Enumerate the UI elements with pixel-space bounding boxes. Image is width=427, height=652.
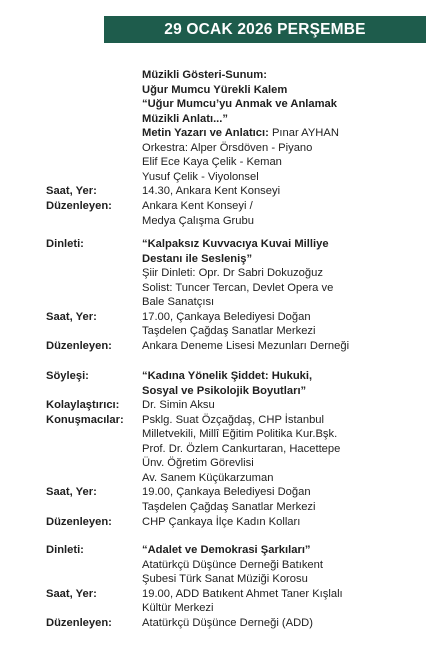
- event-row: [0, 281, 427, 295]
- field-value: Ankara Deneme Lisesi Mezunları Derneği: [142, 339, 350, 352]
- event-row: [0, 471, 427, 485]
- field-value: Milletvekili, Millî Eğitim Politika Kur.Bşk.: [142, 428, 338, 441]
- event-row: [0, 252, 427, 266]
- event-row: [0, 572, 427, 586]
- event-row: [0, 601, 427, 615]
- event-row: [0, 199, 427, 213]
- field-label: Söyleşi:: [46, 370, 89, 382]
- field-value: Şiir Dinleti: Opr. Dr Sabri Dokuzoğuz: [142, 267, 323, 280]
- event-row: [0, 339, 427, 353]
- field-value: Ankara Kent Konseyi /: [142, 200, 253, 212]
- field-value: Kültür Merkezi: [142, 602, 214, 615]
- field-value: Uğur Mumcu Yürekli Kalem: [142, 83, 288, 96]
- field-value: [142, 126, 339, 140]
- event-row: [0, 126, 427, 140]
- event-row: [0, 324, 427, 338]
- field-value: Ünv. Öğretim Görevlisi: [142, 457, 254, 470]
- field-value: Prof. Dr. Özlem Cankurtaran, Hacettepe: [142, 442, 341, 455]
- event-row: [0, 427, 427, 441]
- field-value: Atatürkçü Düşünce Derneği (ADD): [142, 616, 313, 629]
- field-value: “Uğur Mumcu’yu Anmak ve Anlamak: [142, 98, 337, 111]
- event-row: [0, 141, 427, 155]
- field-value: Bale Sanatçısı: [142, 296, 215, 309]
- field-label: Düzenleyen:: [46, 515, 112, 528]
- field-label: Saat, Yer:: [46, 587, 97, 600]
- field-value: Sosyal ve Psikolojik Boyutları”: [142, 384, 307, 397]
- field-label: Kolaylaştırıcı:: [46, 399, 120, 412]
- event-row: [0, 413, 427, 427]
- field-value: Şubesi Türk Sanat Müziği Korosu: [142, 573, 308, 586]
- event-row: [0, 485, 427, 499]
- field-label: Konuşmacılar:: [46, 413, 124, 426]
- field-value: Taşdelen Çağdaş Sanatlar Merkezi: [142, 325, 316, 338]
- event-row: [0, 384, 427, 398]
- event-row: [0, 616, 427, 630]
- event-row: [0, 266, 427, 280]
- field-label: Dinleti:: [46, 544, 84, 556]
- field-value: Müzikli Gösteri-Sunum:: [142, 69, 267, 81]
- value-text: Pınar AYHAN: [268, 127, 339, 140]
- event-row: [0, 456, 427, 470]
- field-label: Düzenleyen:: [46, 339, 112, 352]
- field-value: 14.30, Ankara Kent Konseyi: [142, 185, 281, 198]
- event-row: [0, 170, 427, 184]
- event-row: [0, 587, 427, 601]
- field-value: Atatürkçü Düşünce Derneği Batıkent: [142, 558, 323, 571]
- field-label: Saat, Yer:: [46, 486, 97, 499]
- event-row: [0, 112, 427, 126]
- date-header: [104, 16, 426, 43]
- event-row: [0, 310, 427, 324]
- value-emphasis: Metin Yazarı ve Anlatıcı:: [142, 127, 269, 140]
- field-value: Yusuf Çelik - Viyolonsel: [142, 170, 259, 183]
- event-row: [0, 543, 427, 557]
- field-value: Dr. Simin Aksu: [142, 399, 215, 412]
- field-value: Taşdelen Çağdaş Sanatlar Merkezi: [142, 501, 316, 513]
- field-label: Saat, Yer:: [46, 185, 97, 198]
- event-row: [0, 398, 427, 412]
- field-label: Düzenleyen:: [46, 200, 112, 212]
- event-row: [0, 184, 427, 198]
- date-title: 29 OCAK 2026 PERŞEMBE: [164, 20, 366, 38]
- event-row: [0, 500, 427, 514]
- event-row: [0, 558, 427, 572]
- event-row: [0, 442, 427, 456]
- event-row: [0, 295, 427, 309]
- field-value: 19.00, Çankaya Belediyesi Doğan: [142, 486, 311, 499]
- field-value: “Adalet ve Demokrasi Şarkıları”: [142, 544, 311, 556]
- field-value: Solist: Tuncer Tercan, Devlet Opera ve: [142, 281, 334, 294]
- event-row: [0, 83, 427, 97]
- field-value: 17.00, Çankaya Belediyesi Doğan: [142, 310, 311, 323]
- event-row: [0, 68, 427, 82]
- field-value: Orkestra: Alper Örsdöven - Piyano: [142, 141, 313, 154]
- event-row: [0, 237, 427, 251]
- field-value: Müzikli Anlatı...”: [142, 112, 228, 125]
- field-value: Elif Ece Kaya Çelik - Keman: [142, 156, 282, 169]
- event-row: [0, 369, 427, 383]
- field-value: Destanı ile Sesleniş”: [142, 252, 253, 265]
- field-value: Psklg. Suat Özçağdaş, CHP İstanbul: [142, 413, 324, 426]
- event-row: [0, 214, 427, 228]
- event-row: [0, 97, 427, 111]
- field-value: “Kadına Yönelik Şiddet: Hukuki,: [142, 370, 313, 382]
- field-value: Medya Çalışma Grubu: [142, 214, 254, 227]
- field-label: Dinleti:: [46, 238, 84, 250]
- event-row: [0, 155, 427, 169]
- field-value: 19.00, ADD Batıkent Ahmet Taner Kışlalı: [142, 587, 343, 600]
- field-value: Av. Sanem Küçükarzuman: [142, 471, 274, 484]
- event-row: [0, 515, 427, 529]
- field-value: CHP Çankaya İlçe Kadın Kolları: [142, 515, 301, 528]
- field-value: “Kalpaksız Kuvvacıya Kuvai Milliye: [142, 238, 329, 250]
- field-label: Düzenleyen:: [46, 616, 112, 629]
- field-label: Saat, Yer:: [46, 310, 97, 323]
